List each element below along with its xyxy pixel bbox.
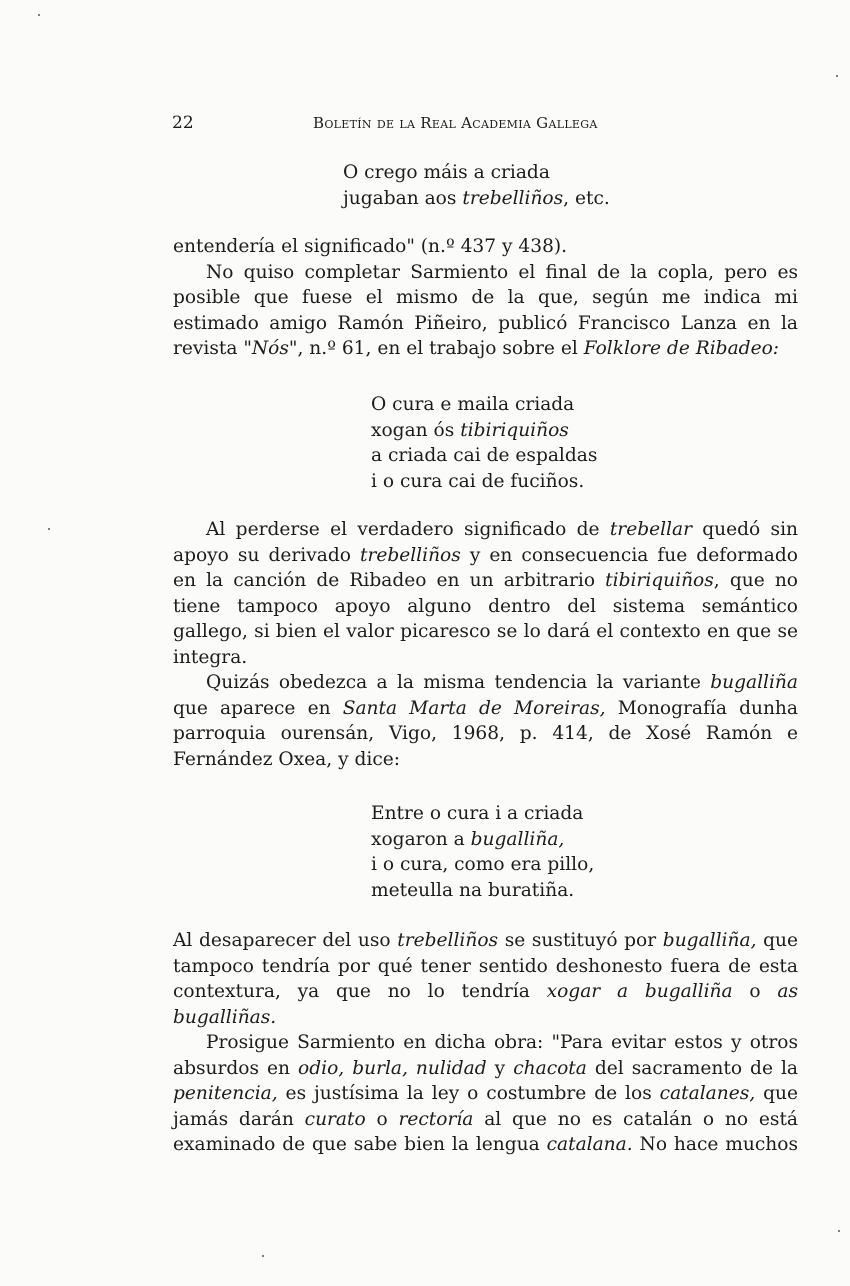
body-text-lower: [173, 928, 798, 1158]
running-head: Boletín de la Real Academia Gallega: [313, 114, 598, 132]
verse-line: jugaban aos trebelliños, etc.: [343, 187, 610, 209]
body-text-middle: [173, 517, 798, 772]
verse-line: xogaron a bugalliña,: [371, 828, 565, 850]
verse-line: i o cura cai de fuciños.: [371, 470, 585, 492]
scan-speck: [836, 75, 838, 77]
scan-speck: [838, 1230, 840, 1232]
verse-line: O cura e maila criada: [371, 394, 575, 415]
verse-line: Entre o cura i a criada: [371, 803, 584, 824]
paragraph: entendería el significado" (n.º 437 y 438).: [173, 236, 568, 257]
verse-line: xogan ós tibiriquiños: [371, 419, 569, 441]
verse-2: [371, 392, 597, 494]
scan-speck: [262, 1255, 264, 1257]
verse-1: [343, 160, 610, 211]
verse-line: a criada cai de espaldas: [371, 445, 598, 466]
verse-3: [371, 801, 594, 903]
paragraph: Quizás obedezca a la misma tendencia la variante bugalliña que aparece en Santa Marta de Moreiras, Monografía dunha parroquia ourensán, Vigo, 1968, p. 414, de Xosé Ramón e Fernández Oxea, y dice:: [173, 672, 798, 770]
paragraph: No quiso completar Sarmiento el final de la copla, pero es posible que fuese el mismo de la que, según me indica mi estimado amigo Ramón Piñeiro, publicó Francisco Lanza en la revista "Nós", n.º 61, en el trabajo sobre el Folklore de Ribadeo:: [173, 261, 798, 359]
scan-speck: [48, 528, 50, 530]
verse-line: i o cura, como era pillo,: [371, 854, 595, 875]
verse-line: O crego máis a criada: [343, 162, 550, 183]
body-text-upper: [173, 234, 798, 362]
paragraph: Al perderse el verdadero significado de trebellar quedó sin apoyo su derivado trebelliños y en consecuencia fue deformado en la canción de Ribadeo en un arbitrario tibiriquiños, que no tiene tampoco apoyo alguno dentro del sistema semántico gallego, si bien el valor picaresco se lo dará el contexto en que se integra.: [173, 519, 799, 668]
scan-speck: [38, 14, 40, 16]
verse-line: meteulla na buratiña.: [371, 879, 575, 901]
paragraph: Prosigue Sarmiento en dicha obra: "Para evitar estos y otros absurdos en odio, burla, nulidad y chacota del sacramento de la penitencia, es justísima la ley o costumbre de los catalanes, que jamás darán curato o rectoría al que no es catalán o no está examinado de que sabe bien la lengua catalana. No hace muchos: [173, 1032, 798, 1155]
paragraph: Al desaparecer del uso trebelliños se sustituyó por bugalliña, que tampoco tendría por qué tener sentido deshonesto fuera de esta contextura, ya que no lo tendría xogar a bugalliña o as bugalliñas.: [173, 930, 799, 1028]
page-number: 22: [172, 113, 194, 133]
